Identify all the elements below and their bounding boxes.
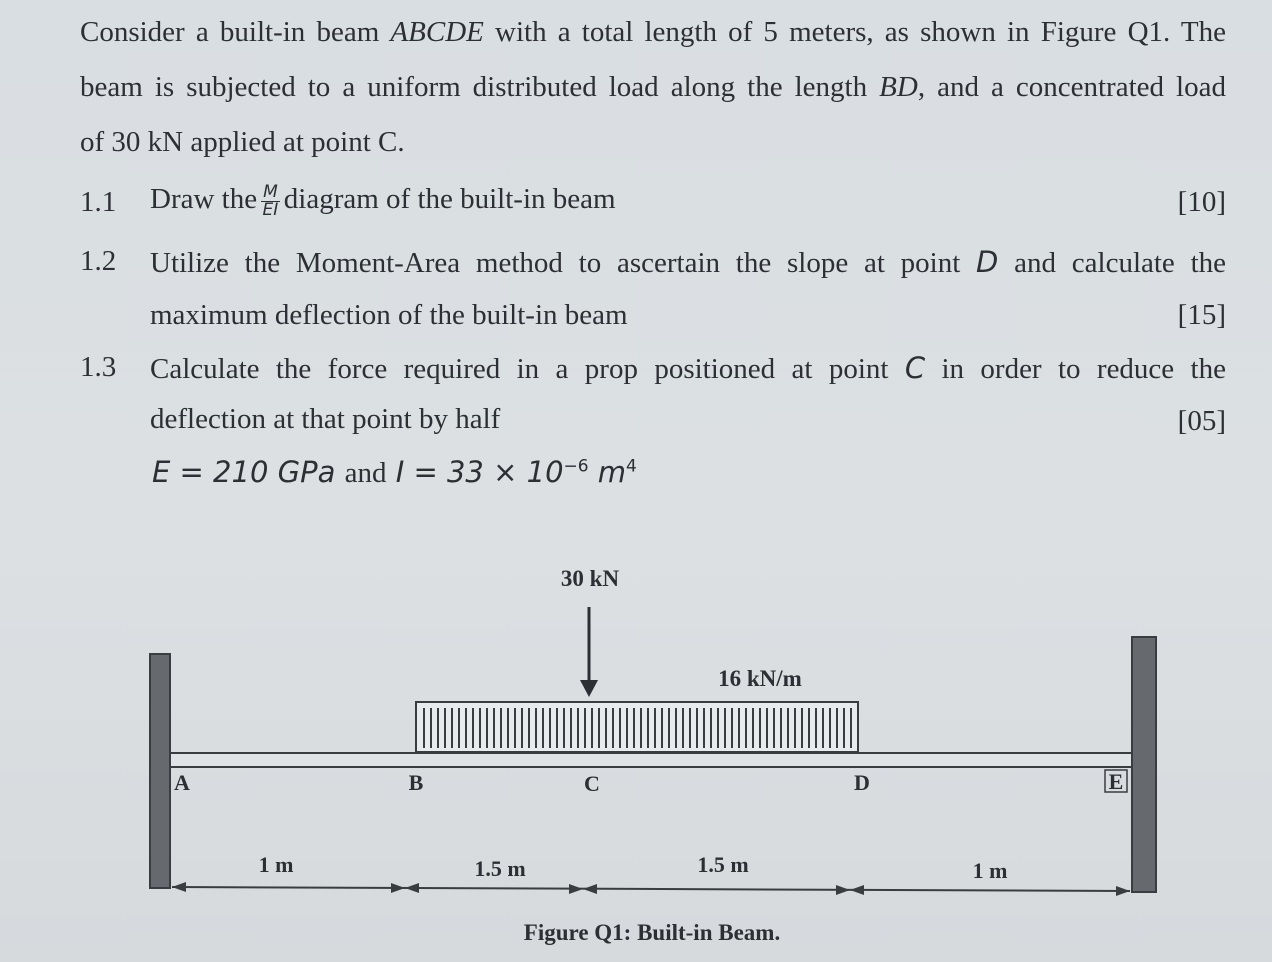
question-marks: [10]: [1177, 186, 1226, 218]
tick-d-right: [850, 885, 864, 895]
segment-label-cd: 1.5 m: [697, 852, 749, 877]
segment-label-ab: 1 m: [258, 852, 294, 877]
youngs-modulus: E = 210 GPa: [152, 455, 336, 489]
question-text-line-1-b: and calculate the: [998, 247, 1226, 279]
tick-e: [1116, 886, 1130, 896]
udl-label: 16 kN/m: [718, 666, 802, 691]
span-name: BD: [879, 71, 918, 103]
left-wall-support: [150, 654, 170, 888]
tick-c-right: [583, 884, 597, 894]
figure-caption: Figure Q1: Built-in Beam.: [523, 920, 781, 945]
point-load-arrow: [580, 607, 598, 697]
segment-label-de: 1 m: [972, 858, 1008, 883]
second-moment-of-area: I = 33 × 10: [395, 455, 564, 489]
beam-name: ABCDE: [390, 16, 484, 48]
question-number: 1.1: [80, 186, 117, 218]
question-text-line-2: maximum deflection of the built-in beam: [150, 299, 628, 331]
point-label-a: A: [174, 770, 190, 795]
tick-c-left: [569, 884, 583, 894]
question-text-line-1-b: in order to reduce the: [925, 353, 1226, 385]
exponent: −6: [563, 456, 589, 477]
question-text-line-2: deflection at that point by half: [150, 403, 501, 435]
intro-line-2-text-b: , and a concentrated load: [917, 71, 1226, 103]
segment-label-bc: 1.5 m: [474, 856, 526, 881]
question-marks: [15]: [1177, 299, 1226, 331]
point-var: D: [976, 245, 999, 279]
beam: [170, 753, 1132, 767]
question-text-pre: Draw the: [150, 183, 258, 215]
udl-block: [416, 702, 858, 752]
tick-b-left: [391, 883, 405, 893]
and-word: and: [344, 457, 387, 489]
unit: m: [597, 455, 627, 489]
fraction-denominator: EI: [262, 199, 279, 220]
intro-line-2-text-a: beam is subjected to a uniform distributed load along the length: [80, 71, 880, 103]
question-text-line-1-a: Calculate the force required in a prop positioned at point: [150, 353, 905, 385]
question-number: 1.2: [80, 245, 117, 277]
question-text-post: diagram of the built-in beam: [283, 183, 616, 215]
dimension-line: [172, 887, 1130, 891]
unit-exponent: 4: [626, 456, 637, 477]
intro-line-3: of 30 kN applied at point C.: [80, 126, 405, 158]
intro-line-1-text-a: Consider a built-in beam: [80, 16, 391, 48]
fraction-numerator: M: [263, 181, 278, 202]
intro-line-1-text-b: with a total length of 5 meters, as shown in Figure Q1. The: [483, 16, 1226, 48]
dimension-baseline: [172, 887, 1130, 891]
point-load-label: 30 kN: [560, 566, 620, 591]
arrow-head: [580, 680, 598, 697]
point-var: C: [904, 351, 926, 385]
tick-d-left: [836, 885, 850, 895]
point-label-b: B: [408, 770, 424, 795]
point-label-d: D: [854, 770, 870, 795]
tick-b-right: [405, 883, 419, 893]
tick-a: [172, 882, 186, 892]
question-number: 1.3: [80, 351, 117, 383]
right-wall-support: [1132, 637, 1156, 892]
question-text-line-1-a: Utilize the Moment-Area method to ascertain the slope at point: [150, 247, 977, 279]
question-marks: [05]: [1177, 405, 1226, 437]
distributed-load: [416, 702, 858, 752]
point-label-c: C: [584, 771, 600, 796]
point-label-e: E: [1108, 769, 1124, 794]
